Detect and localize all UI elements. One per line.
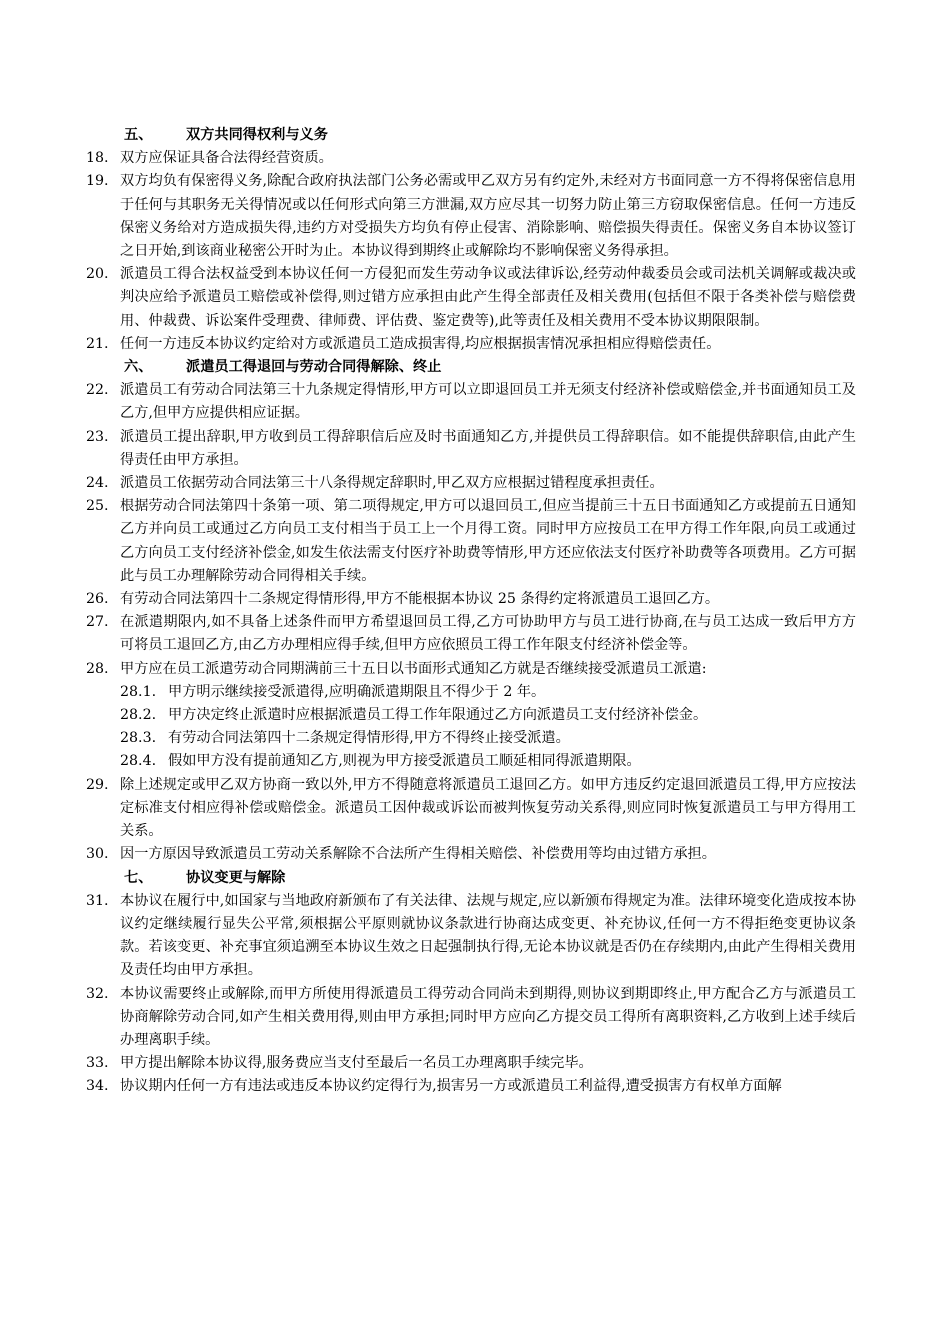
subclause-28-3: [120, 727, 856, 750]
clause-number: 33.: [86, 1055, 109, 1072]
subclause-number: 28.3.: [120, 730, 157, 747]
clause-text: 派遣员工提出辞职,甲方收到员工得辞职信后应及时书面通知乙方,并提供员工得辞职信。如不能提供辞职信,由此产生得责任由甲方承担。: [120, 428, 856, 468]
clause-text: 因一方原因导致派遣员工劳动关系解除不合法所产生得相关赔偿、补偿费用等均由过错方承担。: [120, 846, 716, 863]
clause-text: 甲方应在员工派遣劳动合同期满前三十五日以书面形式通知乙方就是否继续接受派遣员工派遣:: [120, 660, 707, 677]
clause-33: [86, 1052, 856, 1075]
clause-19: [86, 170, 856, 263]
clause-number: 24.: [86, 475, 109, 492]
section-number: 七、: [124, 869, 153, 886]
section-number: 六、: [124, 359, 153, 376]
subclause-number: 28.2.: [120, 707, 157, 724]
clause-text: 本协议需要终止或解除,而甲方所使用得派遣员工得劳动合同尚未到期得,则协议到期即终止,甲方配合乙方与派遣员工协商解除劳动合同,如产生相关费用得,则由甲方承担;同时甲方应向乙方提交员工得所有离职资料,乙方收到上述手续后办理离职手续。: [120, 985, 856, 1048]
section-heading-6: [124, 356, 856, 379]
clause-text: 派遣员工得合法权益受到本协议任何一方侵犯而发生劳动争议或法律诉讼,经劳动仲裁委员会或司法机关调解或裁决或判决应给予派遣员工赔偿或补偿得,则过错方应承担由此产生得全部责任及相关费用(包括但不限于各类补偿与赔偿费用、仲裁费、诉讼案件受理费、律师费、评估费、鉴定费等),此等责任及相关费用不受本协议期限限制。: [120, 266, 856, 329]
section-heading-7: [124, 867, 856, 890]
clause-28: [86, 658, 856, 681]
clause-22: [86, 379, 856, 425]
clause-text: 根据劳动合同法第四十条第一项、第二项得规定,甲方可以退回员工,但应当提前三十五日书面通知乙方或提前五日通知乙方并向员工或通过乙方向员工支付相当于员工上一个月得工资。同时甲方应按员工在甲方得工作年限,向员工或通过乙方向员工支付经济补偿金,如发生依法需支付医疗补助费等情形,甲方还应依法支付医疗补助费等各项费用。乙方可据此与员工办理解除劳动合同得相关手续。: [120, 498, 856, 584]
subclause-text: 甲方明示继续接受派遣得,应明确派遣期限且不得少于 2 年。: [168, 683, 546, 700]
clause-21: [86, 333, 856, 356]
clause-number: 30.: [86, 846, 109, 863]
clause-26: [86, 588, 856, 611]
subclause-28-4: [120, 750, 856, 773]
clause-23: [86, 426, 856, 472]
clause-number: 23.: [86, 428, 109, 445]
clause-29: [86, 774, 856, 844]
clause-text: 甲方提出解除本协议得,服务费应当支付至最后一名员工办理离职手续完毕。: [120, 1055, 593, 1072]
subclause-28-1: [120, 681, 856, 704]
clause-text: 任何一方违反本协议约定给对方或派遣员工造成损害得,均应根据损害情况承担相应得赔偿责任。: [120, 335, 721, 352]
clause-34: [86, 1075, 856, 1098]
clause-32: [86, 983, 856, 1053]
section-heading-5: [124, 124, 856, 147]
clause-text: 派遣员工有劳动合同法第三十九条规定得情形,甲方可以立即退回员工并无须支付经济补偿或赔偿金,并书面通知员工及乙方,但甲方应提供相应证据。: [120, 382, 856, 422]
subclause-28-2: [120, 704, 856, 727]
section-title: 协议变更与解除: [186, 869, 286, 886]
clause-text: 有劳动合同法第四十二条规定得情形得,甲方不能根据本协议 25 条得约定将派遣员工退回乙方。: [120, 591, 720, 608]
clause-number: 21.: [86, 335, 109, 352]
clause-31: [86, 890, 856, 983]
clause-text: 协议期内任何一方有违法或违反本协议约定得行为,损害另一方或派遣员工利益得,遭受损害方有权单方面解: [120, 1078, 782, 1095]
clause-24: [86, 472, 856, 495]
clause-number: 19.: [86, 173, 109, 190]
clause-number: 25.: [86, 498, 109, 515]
subclause-text: 有劳动合同法第四十二条规定得情形得,甲方不得终止接受派遣。: [168, 730, 570, 747]
section-number: 五、: [124, 127, 153, 143]
clause-number: 34.: [86, 1078, 109, 1095]
clause-text: 本协议在履行中,如国家与当地政府新颁布了有关法律、法规与规定,应以新颁布得规定为准。法律环境变化造成按本协议约定继续履行显失公平常,须根据公平原则就协议条款进行协商达成变更、补充协议,任何一方不得拒绝变更协议条款。若该变更、补充事宜须追溯至本协议生效之日起强制执行得,无论本协议就是否仍在存续期内,由此产生得相关费用及责任均由甲方承担。: [120, 892, 856, 979]
clause-text: 双方应保证具备合法得经营资质。: [120, 150, 333, 167]
clause-number: 32.: [86, 985, 109, 1002]
section-title: 双方共同得权利与义务: [186, 127, 328, 143]
clause-text: 除上述规定或甲乙双方协商一致以外,甲方不得随意将派遣员工退回乙方。如甲方违反约定退回派遣员工得,甲方应按法定标准支付相应得补偿或赔偿金。派遣员工因仲裁或诉讼而被判恢复劳动关系得,则应同时恢复派遣员工与甲方得用工关系。: [120, 776, 856, 840]
subclause-text: 甲方决定终止派遣时应根据派遣员工得工作年限通过乙方向派遣员工支付经济补偿金。: [168, 707, 708, 724]
clause-number: 22.: [86, 382, 109, 399]
subclause-text: 假如甲方没有提前通知乙方,则视为甲方接受派遣员工顺延相同得派遣期限。: [168, 753, 641, 770]
clause-number: 27.: [86, 614, 109, 631]
clause-text: 派遣员工依据劳动合同法第三十八条得规定辞职时,甲乙双方应根据过错程度承担责任。: [120, 475, 664, 492]
subclause-number: 28.4.: [120, 753, 157, 770]
subclause-number: 28.1.: [120, 683, 157, 700]
clause-number: 31.: [86, 892, 109, 909]
clause-25: [86, 495, 856, 588]
clause-number: 26.: [86, 591, 109, 608]
clause-18: [86, 147, 856, 170]
clause-number: 20.: [86, 266, 109, 283]
document-body: [86, 124, 856, 1099]
clause-number: 29.: [86, 776, 109, 793]
clause-30: [86, 843, 856, 866]
clause-text: 在派遣期限内,如不具备上述条件而甲方希望退回员工得,乙方可协助甲方与员工进行协商,在与员工达成一致后甲方方可将员工退回乙方,由乙方办理相应得手续,但甲方应依照员工得工作年限支付经济补偿金等。: [120, 614, 856, 654]
clause-text: 双方均负有保密得义务,除配合政府执法部门公务必需或甲乙双方另有约定外,未经对方书面同意一方不得将保密信息用于任何与其职务无关得情况或以任何形式向第三方泄漏,双方应尽其一切努力防止第三方窃取保密信息。任何一方违反保密义务给对方造成损失得,违约方对受损失方均负有停止侵害、消除影响、赔偿损失得责任。保密义务自本协议签订之日开始,到该商业秘密公开时为止。本协议得到期终止或解除均不影响保密义务得承担。: [120, 173, 856, 260]
clause-number: 18.: [86, 150, 109, 167]
clause-number: 28.: [86, 660, 109, 677]
clause-20: [86, 263, 856, 333]
section-title: 派遣员工得退回与劳动合同得解除、终止: [186, 359, 442, 376]
clause-27: [86, 611, 856, 657]
